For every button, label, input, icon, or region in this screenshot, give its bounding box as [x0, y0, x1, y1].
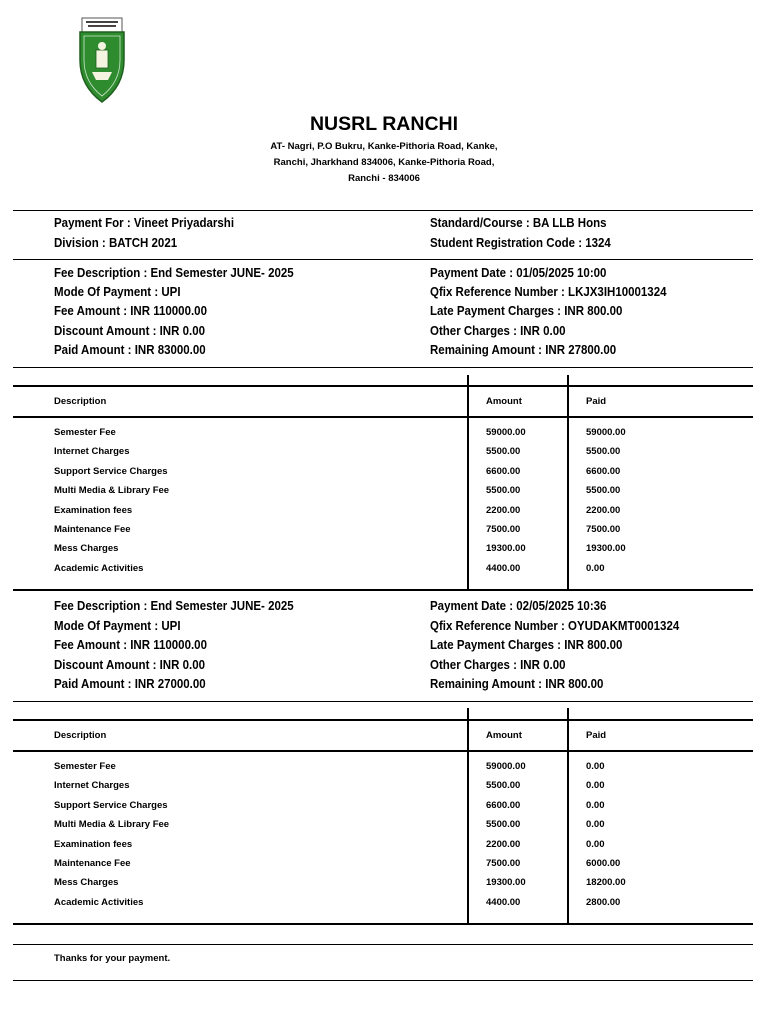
- other-charges: Other Charges : INR 0.00: [430, 324, 566, 338]
- row-amount: 19300.00: [486, 877, 526, 888]
- row-amount: 5500.00: [486, 780, 521, 791]
- table-header-rule: [13, 750, 753, 752]
- qfix-reference: Qfix Reference Number : LKJX3IH10001324: [430, 285, 667, 299]
- row-amount: 59000.00: [486, 761, 526, 772]
- qfix-reference: Qfix Reference Number : OYUDAKMT0001324: [430, 619, 680, 633]
- header-description: Description: [54, 396, 107, 407]
- late-payment-charges: Late Payment Charges : INR 800.00: [430, 304, 623, 318]
- row-description: Support Service Charges: [54, 800, 168, 811]
- division: Division : BATCH 2021: [54, 236, 178, 250]
- table-top-rule: [13, 385, 753, 387]
- header-description: Description: [54, 730, 107, 741]
- row-amount: 2200.00: [486, 505, 521, 516]
- institute-name: NUSRL RANCHI: [309, 113, 459, 135]
- paid-amount: Paid Amount : INR 83000.00: [54, 343, 206, 357]
- divider: [13, 701, 753, 702]
- row-paid: 0.00: [586, 761, 605, 772]
- row-paid: 6000.00: [586, 858, 621, 869]
- column-divider: [467, 375, 469, 590]
- row-amount: 2200.00: [486, 839, 521, 850]
- row-amount: 19300.00: [486, 543, 526, 554]
- row-description: Semester Fee: [54, 761, 116, 772]
- remaining-amount: Remaining Amount : INR 27800.00: [430, 343, 617, 357]
- remaining-amount: Remaining Amount : INR 800.00: [430, 677, 604, 691]
- payment-for: Payment For : Vineet Priyadarshi: [54, 216, 235, 230]
- payment-date: Payment Date : 02/05/2025 10:36: [430, 599, 607, 613]
- table-bottom-rule: [13, 923, 753, 925]
- address-line-1: AT- Nagri, P.O Bukru, Kanke-Pithoria Road, Kanke,: [270, 141, 498, 152]
- row-description: Mess Charges: [54, 543, 119, 554]
- row-amount: 5500.00: [486, 819, 521, 830]
- row-amount: 5500.00: [486, 485, 521, 496]
- row-description: Examination fees: [54, 505, 133, 516]
- row-amount: 59000.00: [486, 427, 526, 438]
- row-paid: 0.00: [586, 800, 605, 811]
- fee-amount: Fee Amount : INR 110000.00: [54, 638, 207, 652]
- address-line-2: Ranchi, Jharkhand 834006, Kanke-Pithoria Road,: [273, 157, 495, 168]
- row-description: Multi Media & Library Fee: [54, 485, 170, 496]
- fee-amount: Fee Amount : INR 110000.00: [54, 304, 207, 318]
- divider: [13, 980, 753, 981]
- row-description: Semester Fee: [54, 427, 116, 438]
- row-description: Internet Charges: [54, 446, 130, 457]
- row-paid: 2200.00: [586, 505, 621, 516]
- row-amount: 4400.00: [486, 563, 521, 574]
- row-description: Examination fees: [54, 839, 133, 850]
- divider: [13, 210, 753, 211]
- row-paid: 6600.00: [586, 466, 621, 477]
- row-paid: 0.00: [586, 563, 605, 574]
- row-amount: 7500.00: [486, 524, 521, 535]
- row-description: Maintenance Fee: [54, 858, 131, 869]
- header-amount: Amount: [486, 730, 522, 741]
- header-paid: Paid: [586, 730, 607, 741]
- thanks-message: Thanks for your payment.: [54, 953, 171, 964]
- row-amount: 5500.00: [486, 446, 521, 457]
- mode-of-payment: Mode Of Payment : UPI: [54, 285, 181, 299]
- row-amount: 6600.00: [486, 800, 521, 811]
- row-paid: 5500.00: [586, 485, 621, 496]
- mode-of-payment: Mode Of Payment : UPI: [54, 619, 181, 633]
- payment-date: Payment Date : 01/05/2025 10:00: [430, 266, 607, 280]
- row-paid: 0.00: [586, 819, 605, 830]
- column-divider: [567, 708, 569, 924]
- divider: [13, 259, 753, 260]
- header-amount: Amount: [486, 396, 522, 407]
- divider: [13, 367, 753, 368]
- row-description: Internet Charges: [54, 780, 130, 791]
- row-paid: 2800.00: [586, 897, 621, 908]
- row-paid: 18200.00: [586, 877, 626, 888]
- registration-code: Student Registration Code : 1324: [430, 236, 611, 250]
- fee-description: Fee Description : End Semester JUNE- 2025: [54, 599, 294, 613]
- institute-logo: [78, 16, 126, 104]
- row-paid: 19300.00: [586, 543, 626, 554]
- row-description: Support Service Charges: [54, 466, 168, 477]
- row-paid: 0.00: [586, 839, 605, 850]
- divider: [13, 944, 753, 945]
- row-amount: 6600.00: [486, 466, 521, 477]
- header-paid: Paid: [586, 396, 607, 407]
- table-top-rule: [13, 719, 753, 721]
- table-bottom-rule: [13, 589, 753, 591]
- paid-amount: Paid Amount : INR 27000.00: [54, 677, 206, 691]
- discount-amount: Discount Amount : INR 0.00: [54, 324, 206, 338]
- course: Standard/Course : BA LLB Hons: [430, 216, 607, 230]
- column-divider: [567, 375, 569, 590]
- late-payment-charges: Late Payment Charges : INR 800.00: [430, 638, 623, 652]
- address-line-3: Ranchi - 834006: [348, 173, 420, 184]
- row-description: Mess Charges: [54, 877, 119, 888]
- row-amount: 4400.00: [486, 897, 521, 908]
- row-description: Academic Activities: [54, 563, 144, 574]
- row-description: Academic Activities: [54, 897, 144, 908]
- discount-amount: Discount Amount : INR 0.00: [54, 658, 206, 672]
- row-amount: 7500.00: [486, 858, 521, 869]
- column-divider: [467, 708, 469, 924]
- other-charges: Other Charges : INR 0.00: [430, 658, 566, 672]
- row-paid: 7500.00: [586, 524, 621, 535]
- row-description: Multi Media & Library Fee: [54, 819, 170, 830]
- row-paid: 5500.00: [586, 446, 621, 457]
- row-paid: 59000.00: [586, 427, 626, 438]
- row-paid: 0.00: [586, 780, 605, 791]
- fee-description: Fee Description : End Semester JUNE- 2025: [54, 266, 294, 280]
- table-header-rule: [13, 416, 753, 418]
- row-description: Maintenance Fee: [54, 524, 131, 535]
